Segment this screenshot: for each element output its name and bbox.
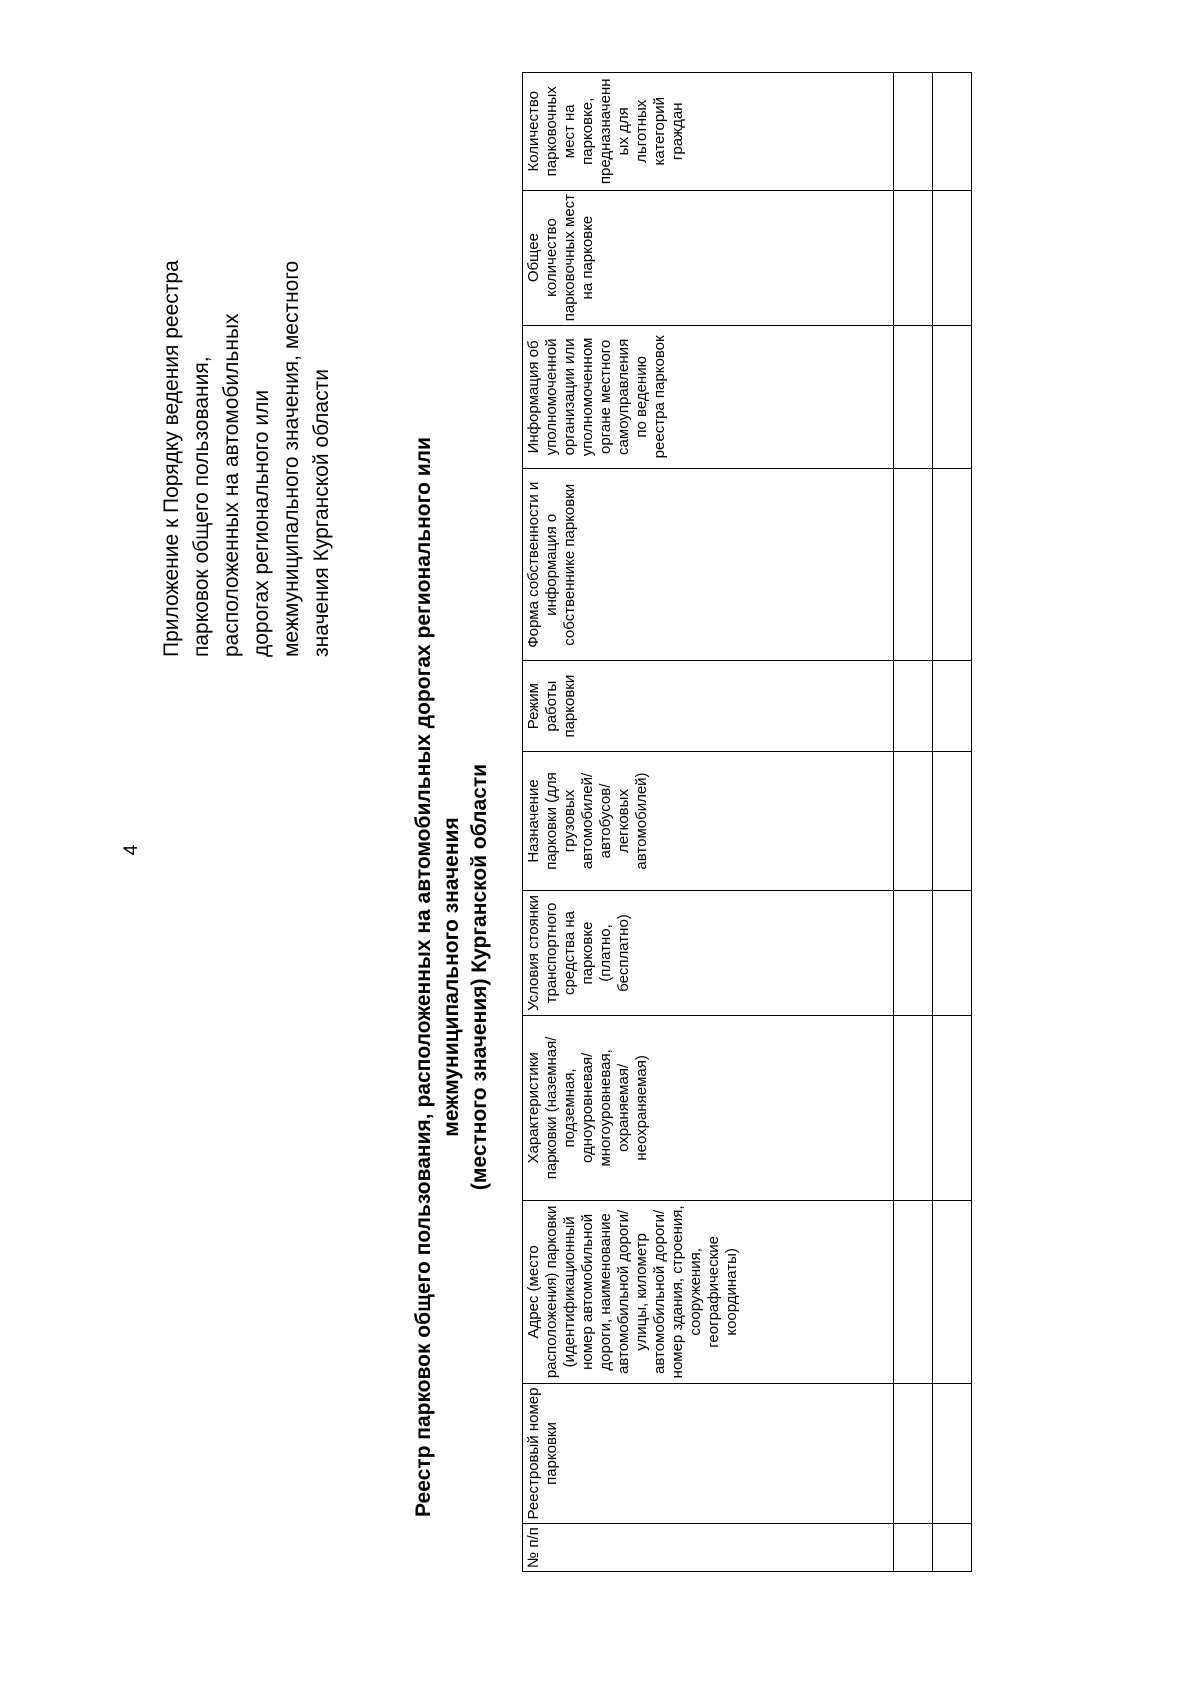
- title-line: Реестр парковок общего пользования, расположенных на автомобильных дорогах регионального или: [412, 437, 435, 1517]
- header-cell: Условия стоянки транспортного средства на парковке (платно, бесплатно): [523, 891, 894, 1016]
- appendix-line: значения Курганской области: [310, 369, 333, 657]
- table-cell: [933, 751, 972, 890]
- table-cell: [894, 891, 933, 1016]
- table-cell: [933, 1524, 972, 1572]
- appendix-line: Приложение к Порядку ведения реестра: [160, 260, 183, 657]
- appendix-line: парковок общего пользования,: [190, 356, 213, 657]
- table-cell: [933, 1383, 972, 1523]
- table-cell: [933, 891, 972, 1016]
- header-cell: Общее количество парковочных мест на парковке: [523, 190, 894, 325]
- header-cell: Количество парковочных мест на парковке, предназначенных для льготных категорий граждан: [523, 73, 894, 191]
- table-cell: [933, 1200, 972, 1383]
- table-cell: [894, 325, 933, 468]
- table-cell: [933, 1015, 972, 1200]
- appendix-note: [157, 137, 337, 657]
- table-cell: [894, 1015, 933, 1200]
- table-cell: [894, 1524, 933, 1572]
- title-line: (местного значения) Курганской области: [468, 763, 491, 1191]
- header-cell: Характеристики парковки (наземная/ подземная, одноуровневая/ многоуровневая, охраняемая/ неохраняемая): [523, 1015, 894, 1200]
- appendix-line: межмуниципального значения, местного: [280, 260, 303, 657]
- appendix-line: дорогах регионального или: [250, 389, 273, 657]
- title-line: межмуниципального значения: [440, 817, 463, 1137]
- header-cell: Форма собственности и информация о собственнике парковки: [523, 469, 894, 661]
- table-cell: [894, 1200, 933, 1383]
- table-cell: [894, 1383, 933, 1523]
- table-header-row: [523, 73, 894, 1572]
- header-cell: Адрес (место расположения) парковки (идентификационный номер автомобильной дороги, наименование автомобильной дороги/улицы, километр автомобильной дороги/номер здания, строения, сооружения, географические координаты): [523, 1200, 894, 1383]
- header-cell: № п/п: [523, 1524, 894, 1572]
- table-row: [894, 73, 933, 1572]
- table-cell: [933, 73, 972, 191]
- document-title: [410, 387, 494, 1567]
- table-cell: [894, 751, 933, 890]
- header-cell: Режим работы парковки: [523, 661, 894, 751]
- table-cell: [894, 661, 933, 751]
- table-cell: [933, 325, 972, 468]
- table-cell: [933, 661, 972, 751]
- header-cell: Реестровый номер парковки: [523, 1383, 894, 1523]
- table-cell: [894, 190, 933, 325]
- table-cell: [894, 469, 933, 661]
- table-row: [933, 73, 972, 1572]
- page-number: 4: [121, 844, 142, 856]
- table-cell: [933, 469, 972, 661]
- table-cell: [933, 190, 972, 325]
- parking-registry-table: [522, 72, 972, 1572]
- table-cell: [894, 73, 933, 191]
- header-cell: Назначение парковки (для грузовых автомобилей/ автобусов/ легковых автомобилей): [523, 751, 894, 890]
- header-cell: Информация об уполномоченной организации или уполномоченном органе местного самоуправления по ведению реестра парковок: [523, 325, 894, 468]
- appendix-line: расположенных на автомобильных: [220, 313, 243, 657]
